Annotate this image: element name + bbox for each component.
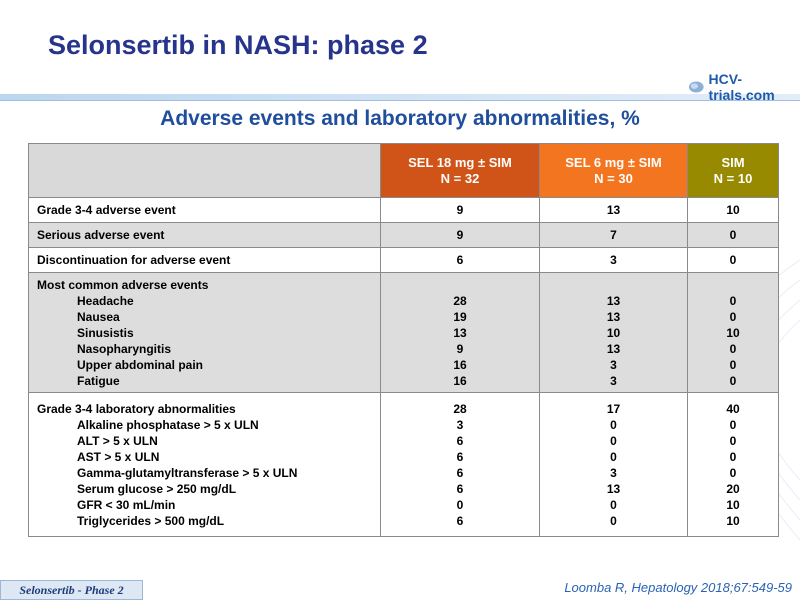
table-row: Discontinuation for adverse event 6 3 0 [29,248,779,273]
header-rule-line [0,100,800,101]
liver-icon [688,79,705,95]
adverse-events-table [28,143,779,537]
slide-subtitle: Adverse events and laboratory abnormalities, % [160,107,640,130]
table-row-common-events: Most common adverse events Headache Nausea Sinusistis Nasopharyngitis Upper abdominal pain Fatigue 28 19 13 9 16 16 13 13 10 13 3 3 0 0 10 0 0 0 [29,273,779,393]
citation: Loomba R, Hepatology 2018;67:549-59 [564,580,792,595]
logo-text: HCV-trials.com [708,71,775,103]
table-row-lab-abnormalities: Grade 3-4 laboratory abnormalities Alkaline phosphatase > 5 x ULN ALT > 5 x ULN AST > 5 x ULN Gamma-glutamyltransferase > 5 x ULN Serum glucose > 250 mg/dL GFR < 30 mL/min Triglycerides > 500 mg/dL 28 3 6 6 6 6 0 6 17 0 0 0 3 13 0 0 40 0 0 0 0 20 10 10 [29,393,779,537]
header-sim: SIM N = 10 [688,144,779,198]
slide-title: Selonsertib in NASH: phase 2 [48,30,428,60]
footer-tag: Selonsertib - Phase 2 [0,580,143,600]
header-sel-18: SEL 18 mg ± SIM N = 32 [381,144,540,198]
table-row: Grade 3-4 adverse event 9 13 10 [29,198,779,223]
table-row: Serious adverse event 9 7 0 [29,223,779,248]
header-blank-cell [29,144,381,198]
logo [688,71,800,103]
header-sel-6: SEL 6 mg ± SIM N = 30 [540,144,688,198]
